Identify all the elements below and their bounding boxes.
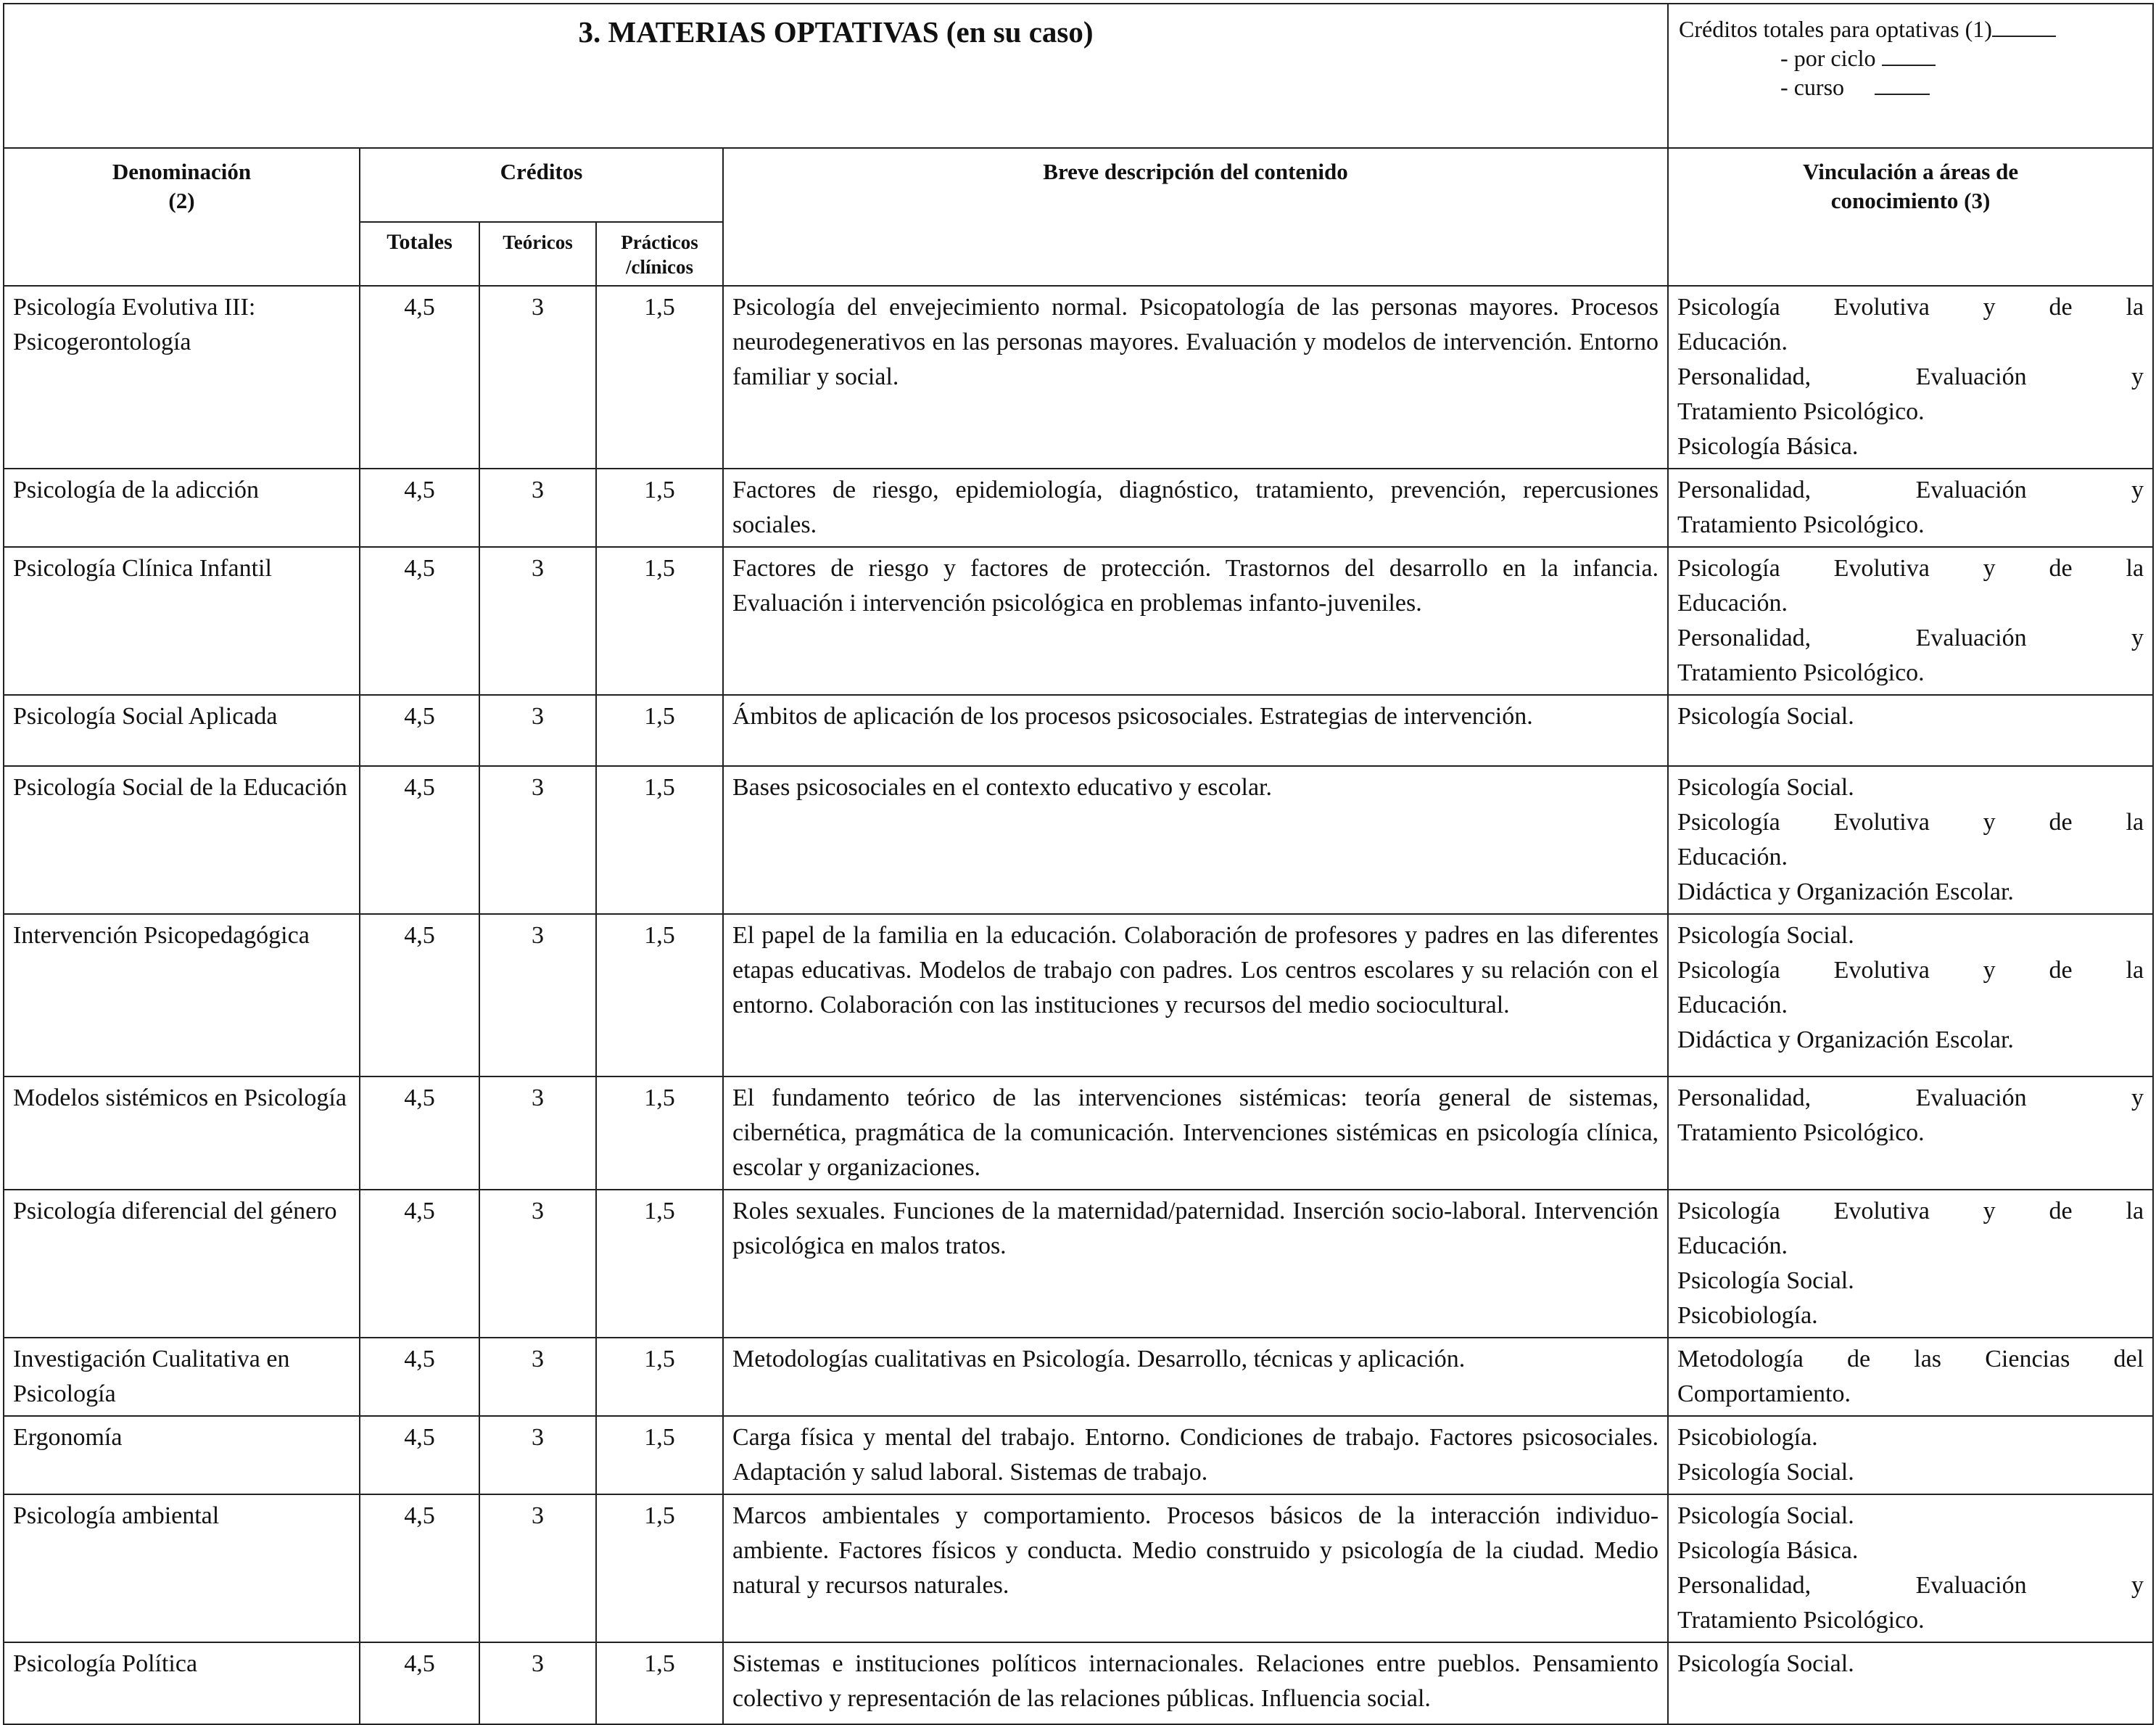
credits-total-blank <box>1992 36 2056 37</box>
knowledge-areas <box>1668 1642 2153 1724</box>
table-row <box>4 286 2153 469</box>
table-row <box>4 766 2153 914</box>
header-denominacion <box>4 148 360 286</box>
credits-teoricos: 3 <box>479 1190 596 1338</box>
credits-teoricos: 3 <box>479 286 596 469</box>
title-row <box>4 4 2153 148</box>
subject-description: Metodologías cualitativas en Psicología. Desarrollo, técnicas y aplicación. <box>723 1338 1668 1416</box>
section-title: 3. MATERIAS OPTATIVAS (en su caso) <box>4 4 1668 148</box>
credits-summary-box <box>1668 4 2153 148</box>
area-item: Psicología Social. <box>1677 774 1854 801</box>
knowledge-areas <box>1668 547 2153 695</box>
subject-description: Bases psicosociales en el contexto educativo y escolar. <box>723 766 1668 914</box>
area-item: Personalidad, Evaluación y Tratamiento Psicológico. <box>1677 1084 2144 1146</box>
subject-description: Carga física y mental del trabajo. Entorno. Condiciones de trabajo. Factores psicosociales. Adaptación y salud laboral. Sistemas de trabajo. <box>723 1416 1668 1494</box>
subject-name: Psicología Social de la Educación <box>4 766 360 914</box>
area-item: Personalidad, Evaluación y Tratamiento Psicológico. <box>1677 1572 2144 1634</box>
credits-practicos: 1,5 <box>596 469 723 547</box>
knowledge-areas <box>1668 286 2153 469</box>
subject-description: El papel de la familia en la educación. Colaboración de profesores y padres en las diferentes etapas educativas. Modelos de trabajo con padres. Los centros escolares y su relación con el entorno. Colaboración con las instituciones y recursos del medio sociocultural. <box>723 914 1668 1076</box>
subject-name: Psicología ambiental <box>4 1494 360 1642</box>
header-descripcion: Breve descripción del contenido <box>723 148 1668 286</box>
subject-name: Psicología Social Aplicada <box>4 695 360 766</box>
area-item: Psicología Evolutiva y de la Educación. <box>1677 957 2144 1018</box>
area-item: Psicología Social. <box>1677 922 1854 949</box>
area-item: Psicología Social. <box>1677 703 1854 730</box>
subject-description: Sistemas e instituciones políticos internacionales. Relaciones entre pueblos. Pensamiento colectivo y representación de las relaciones públicas. Influencia social. <box>723 1642 1668 1724</box>
area-item: Personalidad, Evaluación y Tratamiento Psicológico. <box>1677 625 2144 686</box>
knowledge-areas <box>1668 1338 2153 1416</box>
area-item: Psicología Social. <box>1677 1650 1854 1677</box>
credits-teoricos: 3 <box>479 1076 596 1190</box>
subject-description: Roles sexuales. Funciones de la maternidad/paternidad. Inserción socio-laboral. Intervención psicológica en malos tratos. <box>723 1190 1668 1338</box>
subject-name: Psicología Evolutiva III: Psicogerontología <box>4 286 360 469</box>
area-item: Psicobiología. <box>1677 1302 1818 1329</box>
table-row <box>4 1494 2153 1642</box>
credits-totales: 4,5 <box>360 914 479 1076</box>
credits-course-blank <box>1875 94 1930 95</box>
credits-teoricos: 3 <box>479 766 596 914</box>
knowledge-areas <box>1668 1494 2153 1642</box>
optativas-table <box>3 3 2154 1725</box>
credits-totales: 4,5 <box>360 695 479 766</box>
header-creditos: Créditos <box>360 148 723 222</box>
area-item: Psicología Social. <box>1677 1459 1854 1486</box>
credits-teoricos: 3 <box>479 1416 596 1494</box>
credits-totales: 4,5 <box>360 1190 479 1338</box>
credits-teoricos: 3 <box>479 1642 596 1724</box>
header-denominacion-note: (2) <box>168 188 195 213</box>
credits-practicos: 1,5 <box>596 1190 723 1338</box>
credits-practicos: 1,5 <box>596 547 723 695</box>
subject-description: Factores de riesgo y factores de protección. Trastornos del desarrollo en la infancia. Evaluación i intervención psicológica en problemas infanto-juveniles. <box>723 547 1668 695</box>
credits-cycle-label: - por ciclo <box>1780 45 1876 71</box>
header-practicos <box>596 222 723 286</box>
credits-practicos: 1,5 <box>596 1338 723 1416</box>
credits-totales: 4,5 <box>360 286 479 469</box>
area-item: Didáctica y Organización Escolar. <box>1677 1026 2014 1053</box>
credits-practicos: 1,5 <box>596 1416 723 1494</box>
credits-practicos: 1,5 <box>596 1076 723 1190</box>
table-row <box>4 1416 2153 1494</box>
subject-name: Modelos sistémicos en Psicología <box>4 1076 360 1190</box>
credits-totales: 4,5 <box>360 547 479 695</box>
header-totales: Totales <box>360 222 479 286</box>
table-row <box>4 1190 2153 1338</box>
area-item: Psicología Social. <box>1677 1502 1854 1529</box>
credits-practicos: 1,5 <box>596 914 723 1076</box>
knowledge-areas <box>1668 469 2153 547</box>
credits-course-label: - curso <box>1780 74 1845 100</box>
header-vinculacion-label-2: conocimiento (3) <box>1830 188 1991 213</box>
subject-name: Psicología diferencial del género <box>4 1190 360 1338</box>
credits-practicos: 1,5 <box>596 286 723 469</box>
credits-teoricos: 3 <box>479 469 596 547</box>
table-row <box>4 914 2153 1076</box>
header-denominacion-label: Denominación <box>112 159 252 184</box>
subject-name: Ergonomía <box>4 1416 360 1494</box>
area-item: Psicología Básica. <box>1677 1537 1859 1564</box>
credits-totales: 4,5 <box>360 1494 479 1642</box>
subject-name: Psicología Política <box>4 1642 360 1724</box>
area-item: Personalidad, Evaluación y Tratamiento Psicológico. <box>1677 477 2144 538</box>
credits-totales: 4,5 <box>360 1416 479 1494</box>
area-item: Metodología de las Ciencias del Comportamiento. <box>1677 1346 2144 1407</box>
subject-description: Ámbitos de aplicación de los procesos psicosociales. Estrategias de intervención. <box>723 695 1668 766</box>
area-item: Psicología Evolutiva y de la Educación. <box>1677 294 2144 355</box>
table-row <box>4 1642 2153 1724</box>
credits-totales: 4,5 <box>360 1076 479 1190</box>
knowledge-areas <box>1668 1190 2153 1338</box>
credits-cycle-blank <box>1882 65 1936 66</box>
credits-teoricos: 3 <box>479 914 596 1076</box>
credits-teoricos: 3 <box>479 695 596 766</box>
knowledge-areas <box>1668 1076 2153 1190</box>
credits-totales: 4,5 <box>360 469 479 547</box>
knowledge-areas <box>1668 914 2153 1076</box>
area-item: Psicología Evolutiva y de la Educación. <box>1677 1198 2144 1259</box>
credits-practicos: 1,5 <box>596 695 723 766</box>
subject-name: Investigación Cualitativa en Psicología <box>4 1338 360 1416</box>
area-item: Didáctica y Organización Escolar. <box>1677 878 2014 905</box>
table-row <box>4 469 2153 547</box>
credits-teoricos: 3 <box>479 1494 596 1642</box>
subject-name: Psicología de la adicción <box>4 469 360 547</box>
area-item: Psicobiología. <box>1677 1424 1818 1451</box>
credits-practicos: 1,5 <box>596 766 723 914</box>
subject-name: Psicología Clínica Infantil <box>4 547 360 695</box>
knowledge-areas <box>1668 766 2153 914</box>
subject-description: El fundamento teórico de las intervenciones sistémicas: teoría general de sistemas, cibernética, pragmática de la comunicación. Intervenciones sistémicas en psicología clínica, escolar y organizaciones. <box>723 1076 1668 1190</box>
area-item: Psicología Evolutiva y de la Educación. <box>1677 555 2144 617</box>
header-row <box>4 148 2153 222</box>
credits-totales: 4,5 <box>360 1642 479 1724</box>
area-item: Psicología Básica. <box>1677 433 1859 460</box>
credits-total-label: Créditos totales para optativas (1) <box>1679 16 1992 42</box>
table-row <box>4 1076 2153 1190</box>
knowledge-areas <box>1668 1416 2153 1494</box>
header-vinculacion-label: Vinculación a áreas de <box>1803 159 2019 184</box>
credits-totales: 4,5 <box>360 766 479 914</box>
area-item: Psicología Evolutiva y de la Educación. <box>1677 809 2144 870</box>
header-practicos-label: Prácticos <box>621 231 698 253</box>
header-vinculacion <box>1668 148 2153 286</box>
subject-description: Factores de riesgo, epidemiología, diagnóstico, tratamiento, prevención, repercusiones sociales. <box>723 469 1668 547</box>
subject-description: Marcos ambientales y comportamiento. Procesos básicos de la interacción individuo-ambiente. Factores físicos y conducta. Medio construido y psicología de la ciudad. Medio natural y recursos naturales. <box>723 1494 1668 1642</box>
table-row <box>4 695 2153 766</box>
header-practicos-label-2: /clínicos <box>626 256 693 278</box>
area-item: Personalidad, Evaluación y Tratamiento Psicológico. <box>1677 363 2144 425</box>
subject-name: Intervención Psicopedagógica <box>4 914 360 1076</box>
subject-description: Psicología del envejecimiento normal. Psicopatología de las personas mayores. Procesos neurodegenerativos en las personas mayores. Evaluación y modelos de intervención. Entorno familiar y social. <box>723 286 1668 469</box>
table-row <box>4 547 2153 695</box>
credits-totales: 4,5 <box>360 1338 479 1416</box>
header-teoricos: Teóricos <box>479 222 596 286</box>
knowledge-areas <box>1668 695 2153 766</box>
area-item: Psicología Social. <box>1677 1267 1854 1294</box>
credits-teoricos: 3 <box>479 547 596 695</box>
credits-practicos: 1,5 <box>596 1494 723 1642</box>
table-row <box>4 1338 2153 1416</box>
credits-practicos: 1,5 <box>596 1642 723 1724</box>
credits-teoricos: 3 <box>479 1338 596 1416</box>
